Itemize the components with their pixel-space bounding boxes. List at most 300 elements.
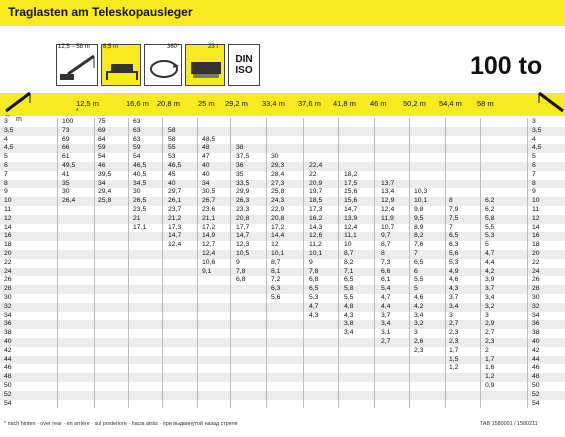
radius-cell-right: 38 [532,329,540,337]
load-cell: 2,9 [485,320,495,328]
radius-cell-right: 4,5 [532,144,542,152]
boom-length-header: 50,2 m [403,99,426,108]
column-divider [409,118,410,408]
load-cell: 15,6 [344,197,358,205]
load-cell: 6,5 [414,258,424,266]
load-cell: 58 [168,135,176,143]
boom-length-header: 37,6 m [298,99,321,108]
radius-cell-right: 5 [532,153,536,161]
load-cell: 5,8 [344,285,354,293]
radius-cell: 24 [4,267,12,275]
load-cell: 40 [202,170,210,178]
load-cell: 73 [62,126,70,134]
load-cell: 69 [62,135,70,143]
radius-cell: 3 [4,118,8,125]
boom-length-header: 58 m [477,99,494,108]
column-divider [197,118,198,408]
radius-cell-right: 4 [532,135,536,143]
load-cell: 53 [168,153,176,161]
load-cell: 20,8 [271,214,285,222]
load-cell: 7,2 [271,276,281,284]
load-cell: 35 [236,170,244,178]
load-cell: 7 [414,250,418,257]
load-cell: 4,7 [381,294,391,301]
load-cell: 10,1 [271,250,285,257]
load-cell: 63 [133,126,141,134]
load-cell: 6 [414,267,418,275]
load-cell: 7,9 [449,206,459,213]
column-divider [445,118,446,408]
radius-cell-right: 32 [532,302,540,310]
load-cell: 5,3 [449,258,459,266]
load-cell: 59 [133,144,141,152]
load-cell: 7,1 [344,267,354,275]
load-cell: 8,9 [414,223,424,231]
load-cell: 12,4 [202,250,216,257]
radius-cell: 18 [4,241,12,249]
load-cell: 2 [485,346,489,354]
radius-cell: 54 [4,399,12,407]
column-divider [266,118,267,408]
load-cell: 21,2 [168,214,182,222]
load-cell: 3,9 [485,276,495,284]
load-cell: 3,2 [485,302,495,310]
load-cell: 20,8 [236,214,250,222]
footer-reference: TAB 1580001 / 1580211 [480,421,538,427]
load-cell: 66 [62,144,70,152]
radius-cell: 20 [4,250,12,257]
load-cell: 30 [271,153,279,161]
load-cell: 3,7 [485,285,495,293]
load-cell: 7,6 [414,241,424,249]
boom-length-header: 33,4 m [262,99,285,108]
boom-length-header: 46 m [370,99,387,108]
radius-cell-right: 8 [532,179,536,187]
load-cell: 69 [98,126,106,134]
load-cell: 12 [271,241,279,249]
load-cell: 29,9 [236,188,250,196]
radius-cell-right: 50 [532,382,540,389]
load-cell: 17,3 [309,206,323,213]
load-cell: 23,5 [133,206,147,213]
load-cell: 7 [449,223,453,231]
load-cell: 21 [133,214,141,222]
radius-cell: 3,5 [4,126,14,134]
radius-cell-right: 28 [532,285,540,293]
radius-cell: 14 [4,223,12,231]
load-cell: 23,3 [236,206,250,213]
load-cell: 63 [133,118,141,125]
load-cell: 3,4 [485,294,495,301]
load-cell: 4,9 [449,267,459,275]
din-iso-badge [228,44,260,86]
boom-length-header: 41,8 m [333,99,356,108]
load-cell: 12,9 [381,197,395,205]
radius-unit: m [16,116,22,123]
load-cell: 7,5 [449,214,459,222]
radius-cell: 44 [4,355,12,363]
load-cell: 13,9 [344,214,358,222]
load-cell: 19,7 [309,188,323,196]
load-cell: 30,5 [202,188,216,196]
load-cell: 18,5 [309,197,323,205]
load-cell: 37,5 [236,153,250,161]
load-cell: 34 [202,179,210,187]
load-cell: 17,3 [168,223,182,231]
radius-cell-right: 22 [532,258,540,266]
radius-cell-right: 42 [532,346,540,354]
load-cell: 45 [168,170,176,178]
load-cell: 17,7 [236,223,250,231]
load-cell: 6,2 [485,206,495,213]
load-cell: 26,5 [133,197,147,205]
load-cell: 14,7 [344,206,358,213]
load-cell: 4,3 [344,311,354,319]
radius-cell: 5 [4,153,8,161]
radius-cell-right: 36 [532,320,540,328]
load-cell: 63 [133,135,141,143]
load-cell: 26,3 [236,197,250,205]
load-cell: 12,3 [236,241,250,249]
load-cell: 54 [133,153,141,161]
load-cell: 3 [449,311,453,319]
radius-cell: 6 [4,162,8,169]
load-cell: 5,3 [485,232,495,240]
icon-caption: 23 t [208,44,219,50]
load-cell: 3,1 [381,329,391,337]
load-cell: 2,6 [414,338,424,345]
column-divider [527,118,528,408]
load-cell: 38 [236,144,244,152]
load-cell: 9,1 [202,267,212,275]
load-cell: 0,9 [485,382,495,389]
boom-length-icon [56,44,98,86]
load-cell: 5 [414,285,418,293]
load-cell: 22,9 [271,206,285,213]
load-cell: 9,8 [414,206,424,213]
load-cell: 5,4 [381,285,391,293]
radius-cell-right: 12 [532,214,540,222]
load-cell: 6,8 [309,276,319,284]
crane-boom-icon-right [535,89,565,115]
radius-cell: 9 [4,188,8,196]
load-cell: 30 [62,188,70,196]
radius-cell-right: 7 [532,170,536,178]
load-cell: 17,2 [271,223,285,231]
column-divider [374,118,375,408]
radius-cell-right: 18 [532,241,540,249]
radius-cell: 28 [4,285,12,293]
load-cell: 3,4 [381,320,391,328]
load-cell: 13,4 [381,188,395,196]
radius-cell-right: 6 [532,162,536,169]
load-cell: 8,7 [381,241,391,249]
iso-label: ISO [235,65,253,76]
column-divider [94,118,95,408]
radius-cell: 48 [4,373,12,381]
load-cell: 2,3 [414,346,424,354]
load-cell: 3 [485,311,489,319]
icon-caption: 8,5 m [103,44,119,50]
load-cell: 4,2 [485,267,495,275]
load-cell: 5,8 [485,214,495,222]
load-cell: 12,4 [344,223,358,231]
load-cell: 4,2 [414,302,424,310]
load-cell: 6,5 [449,232,459,240]
load-cell: 10,3 [414,188,428,196]
load-cell: 9,5 [414,214,424,222]
load-cell: 25,8 [271,188,285,196]
load-cell: 14,7 [236,232,250,240]
load-cell: 22,4 [309,162,323,169]
load-cell: 12,6 [309,232,323,240]
load-cell: 30 [133,188,141,196]
load-cell: 7,3 [381,258,391,266]
radius-cell-right: 3 [532,118,536,125]
load-cell: 6,5 [344,276,354,284]
radius-cell-right: 26 [532,276,540,284]
load-cell: 12,4 [168,241,182,249]
load-cell: 4,4 [485,258,495,266]
load-cell: 39,5 [98,170,112,178]
load-cell: 6,3 [271,285,281,293]
radius-cell-right: 16 [532,232,540,240]
load-cell: 6,1 [381,276,391,284]
load-cell: 8 [381,250,385,257]
load-cell: 5,6 [449,250,459,257]
load-cell: 40 [202,162,210,169]
load-cell: 10,1 [414,197,428,205]
load-cell: 17,1 [133,223,147,231]
load-cell: 29,7 [168,188,182,196]
load-cell: 17,2 [202,223,216,231]
load-cell: 55 [168,144,176,152]
radius-cell-right: 9 [532,188,536,196]
boom-length-header: 20,8 m [157,99,180,108]
column-divider [162,118,163,408]
load-cell: 25,8 [98,197,112,205]
load-cell: 4,7 [309,302,319,310]
load-cell: 47 [202,153,210,161]
radius-cell: 7 [4,170,8,178]
load-cell: 6,2 [485,197,495,205]
load-cell: 24,3 [271,197,285,205]
load-cell: 5,5 [414,276,424,284]
radius-cell: 50 [4,382,12,389]
radius-cell: 46 [4,364,12,372]
load-cell: 21,1 [202,214,216,222]
load-cell: 5,5 [344,294,354,301]
radius-cell: 32 [4,302,12,310]
radius-cell: 4,5 [4,144,14,152]
din-label: DIN [235,54,253,65]
load-cell: 8,2 [344,258,354,266]
load-cell: 2,7 [449,320,459,328]
load-cell: 3,2 [414,320,424,328]
column-divider [57,118,58,408]
load-cell: 7,8 [236,267,246,275]
load-cell: 75 [98,118,106,125]
load-cell: 59 [98,144,106,152]
load-cell: 6,5 [309,285,319,293]
load-cell: 6,3 [449,241,459,249]
radius-cell-right: 14 [532,223,540,231]
load-cell: 18,2 [344,170,358,178]
load-cell: 36 [236,162,244,169]
radius-cell: 8 [4,179,8,187]
load-cell: 33,5 [236,179,250,187]
load-cell: 3,4 [344,329,354,337]
load-cell: 1,7 [449,346,459,354]
load-cell: 16,2 [309,214,323,222]
radius-cell-right: 54 [532,399,540,407]
load-cell: 28,4 [271,170,285,178]
load-cell: 3,7 [449,294,459,301]
load-cell: 34,5 [133,179,147,187]
load-cell: 29,3 [271,162,285,169]
load-cell: 3,8 [344,320,354,328]
load-cell: 1,5 [449,355,459,363]
radius-cell-right: 44 [532,355,540,363]
load-cell: 14,9 [202,232,216,240]
column-divider [128,118,129,408]
radius-cell: 11 [4,206,12,213]
load-cell: 11,2 [309,241,322,249]
load-cell: 35 [62,179,70,187]
load-cell: 15,6 [344,188,358,196]
slewing-360-icon [144,44,182,86]
load-cell: 13,7 [381,179,395,187]
load-cell: 3,7 [381,311,391,319]
radius-cell-right: 10 [532,197,540,205]
load-cell: 26,1 [168,197,182,205]
load-cell: 10,1 [309,250,323,257]
load-cell: 10,6 [202,258,216,266]
radius-cell-right: 3,5 [532,126,542,134]
column-divider [230,118,231,408]
radius-cell-right: 20 [532,250,540,257]
radius-cell: 16 [4,232,12,240]
boom-length-header: 12,5 m [76,99,99,108]
radius-cell: 26 [4,276,12,284]
boom-length-header: 54,4 m [439,99,462,108]
boom-length-header: 16,6 m [126,99,149,108]
load-cell: 23,7 [168,206,182,213]
load-cell: 10,7 [381,223,395,231]
load-cell: 5,3 [309,294,319,301]
load-cell: 26,7 [202,197,216,205]
load-cell: 12,4 [381,206,395,213]
load-cell: 2,7 [485,329,495,337]
load-cell: 6,8 [236,276,246,284]
load-cell: 11,1 [344,232,357,240]
radius-cell: 38 [4,329,12,337]
load-cell: 46,5 [168,162,182,169]
load-cell: 4,4 [381,302,391,310]
load-cell: 4,6 [449,276,459,284]
load-cell: 5,6 [271,294,281,301]
load-cell: 5,5 [485,223,495,231]
radius-cell-right: 46 [532,364,540,372]
load-cell: 58 [168,126,176,134]
radius-cell: 52 [4,390,12,398]
load-cell: 8,7 [271,258,281,266]
load-cell: 9 [309,258,313,266]
radius-cell: 42 [4,346,12,354]
load-cell: 12,7 [202,241,216,249]
load-cell: 6,6 [381,267,391,275]
load-cell: 23,6 [202,206,216,213]
load-cell: 4,3 [449,285,459,293]
load-cell: 14,4 [271,232,285,240]
radius-cell-right: 24 [532,267,540,275]
load-cell: 2,7 [381,338,391,345]
radius-cell: 4 [4,135,8,143]
load-cell: 49,5 [62,162,76,169]
load-cell: 8,2 [414,232,424,240]
load-cell: 17,5 [344,179,358,187]
column-divider [303,118,304,408]
load-cell: 54 [98,153,106,161]
column-divider [338,118,339,408]
load-cell: 2,3 [485,338,495,345]
load-cell: 5 [485,241,489,249]
load-cell: 8 [449,197,453,205]
load-cell: 9,7 [381,232,391,240]
load-cell: 64 [98,135,106,143]
counterweight-icon [185,44,225,86]
radius-cell: 34 [4,311,12,319]
load-cell: 14,7 [168,232,182,240]
load-cell: 3 [414,329,418,337]
load-cell: 1,6 [485,364,495,372]
radius-cell-right: 48 [532,373,540,381]
load-cell: 14,3 [309,223,323,231]
load-cell: 20,9 [309,179,323,187]
title-bar [0,0,565,26]
load-cell: 2,3 [449,329,459,337]
radius-cell-right: 30 [532,294,540,301]
load-cell: 1,2 [485,373,495,381]
outrigger-icon [101,44,141,86]
load-cell: 100 [62,118,74,125]
load-cell: 2,3 [449,338,459,345]
load-cell: 10 [344,241,352,249]
load-cell: 3,4 [414,311,424,319]
load-cell: 40 [168,179,176,187]
sub-header-rear: * [76,108,79,115]
radius-cell: 36 [4,320,12,328]
load-cell: 48,5 [202,135,216,143]
load-cell: 61 [62,153,70,161]
radius-cell-right: 11 [532,206,540,213]
radius-cell-right: 34 [532,311,540,319]
load-cell: 46 [98,162,106,169]
load-cell: 1,7 [485,355,495,363]
radius-cell: 40 [4,338,12,345]
load-cell: 10,5 [236,250,250,257]
load-cell: 8,1 [271,267,281,275]
icon-caption: 360° [167,44,180,50]
radius-cell-right: 52 [532,390,540,398]
load-cell: 26,4 [62,197,76,205]
load-cell: 9 [236,258,240,266]
load-cell: 8,7 [344,250,354,257]
footer-note: * nach hinten · over rear · en arrière · sul posteriore · hacia atrás · при выдвинутой назад стреле [4,421,238,427]
load-cell: 4,7 [485,250,495,257]
load-cell: 1,2 [449,364,459,372]
load-cell: 46,5 [133,162,147,169]
